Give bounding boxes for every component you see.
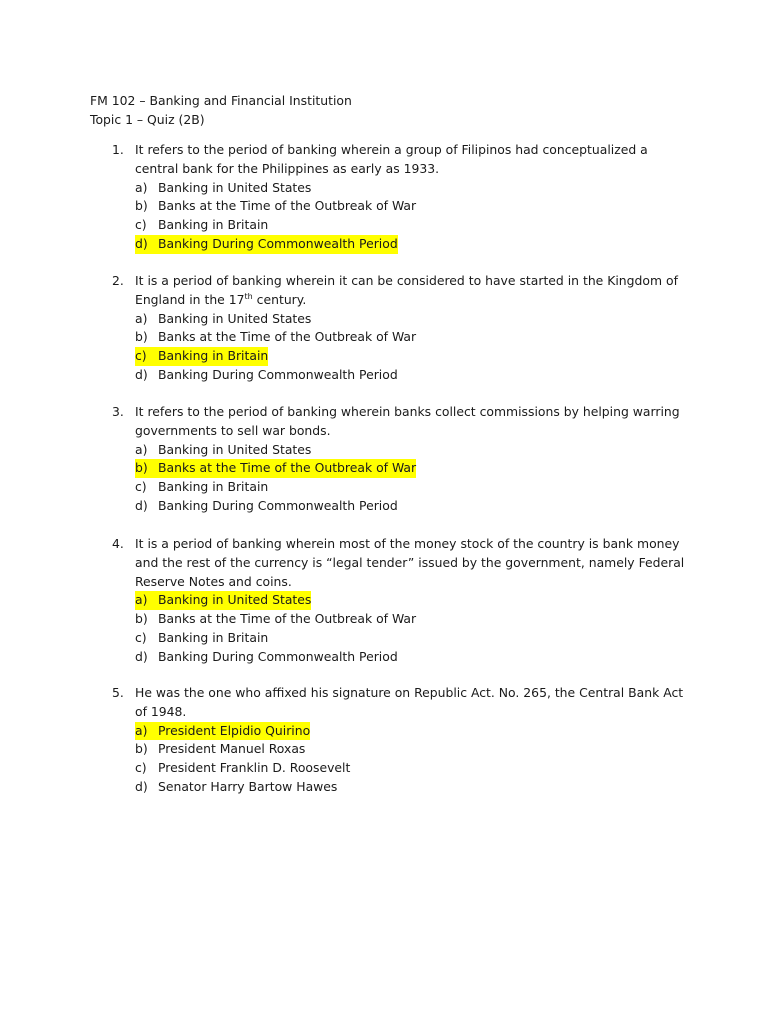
option-d: d) Banking During Commonwealth Period [135,648,398,664]
question-text: It is a period of banking wherein most of the money stock of the country is bank money and the rest of the currency is “legal tender” issued by the government, namely Federal Reserve Notes and coins. [135,536,685,589]
option-c: c) Banking in Britain [135,479,269,495]
question-text: It is a period of banking wherein it can be considered to have started in the Kingdom of England in the 17th century. [135,273,678,307]
option-d: d) Banking During Commonwealth Period [135,497,398,513]
option-a: a) Banking in United States [135,310,312,326]
question-4 [112,535,692,667]
option-b-highlighted: b) Banks at the Time of the Outbreak of War [135,459,416,478]
quiz-title: Topic 1 – Quiz (2B) [90,112,205,127]
option-c: c) Banking in Britain [135,217,269,233]
option-d: d) Banking During Commonwealth Period [135,366,398,382]
question-number: 3. [112,404,124,419]
question-number: 5. [112,685,124,700]
option-d: d) Senator Harry Bartow Hawes [135,778,338,794]
option-a: a) Banking in United States [135,441,312,457]
option-b: b) Banks at the Time of the Outbreak of War [135,611,417,627]
option-a-highlighted: a) Banking in United States [135,591,311,610]
option-d-highlighted: d) Banking During Commonwealth Period [135,235,398,254]
question-text: It refers to the period of banking wherein banks collect commissions by helping warring governments to sell war bonds. [135,404,680,438]
option-b: b) Banks at the Time of the Outbreak of War [135,329,417,345]
option-c: c) President Franklin D. Roosevelt [135,760,351,776]
question-text: It refers to the period of banking wherein a group of Filipinos had conceptualized a central bank for the Philippines as early as 1933. [135,142,648,176]
question-1 [112,141,692,254]
option-a: a) Banking in United States [135,179,312,195]
option-c: c) Banking in Britain [135,629,269,645]
option-c-highlighted: c) Banking in Britain [135,347,268,366]
question-number: 1. [112,142,124,157]
question-5 [112,684,692,797]
question-number: 2. [112,273,124,288]
question-number: 4. [112,536,124,551]
question-2 [112,272,692,385]
option-a-highlighted: a) President Elpidio Quirino [135,722,310,741]
option-b: b) Banks at the Time of the Outbreak of War [135,198,417,214]
option-b: b) President Manuel Roxas [135,741,306,757]
course-title: FM 102 – Banking and Financial Institution [90,93,352,108]
question-text: He was the one who affixed his signature on Republic Act. No. 265, the Central Bank Act of 1948. [135,685,684,719]
question-3 [112,403,692,516]
